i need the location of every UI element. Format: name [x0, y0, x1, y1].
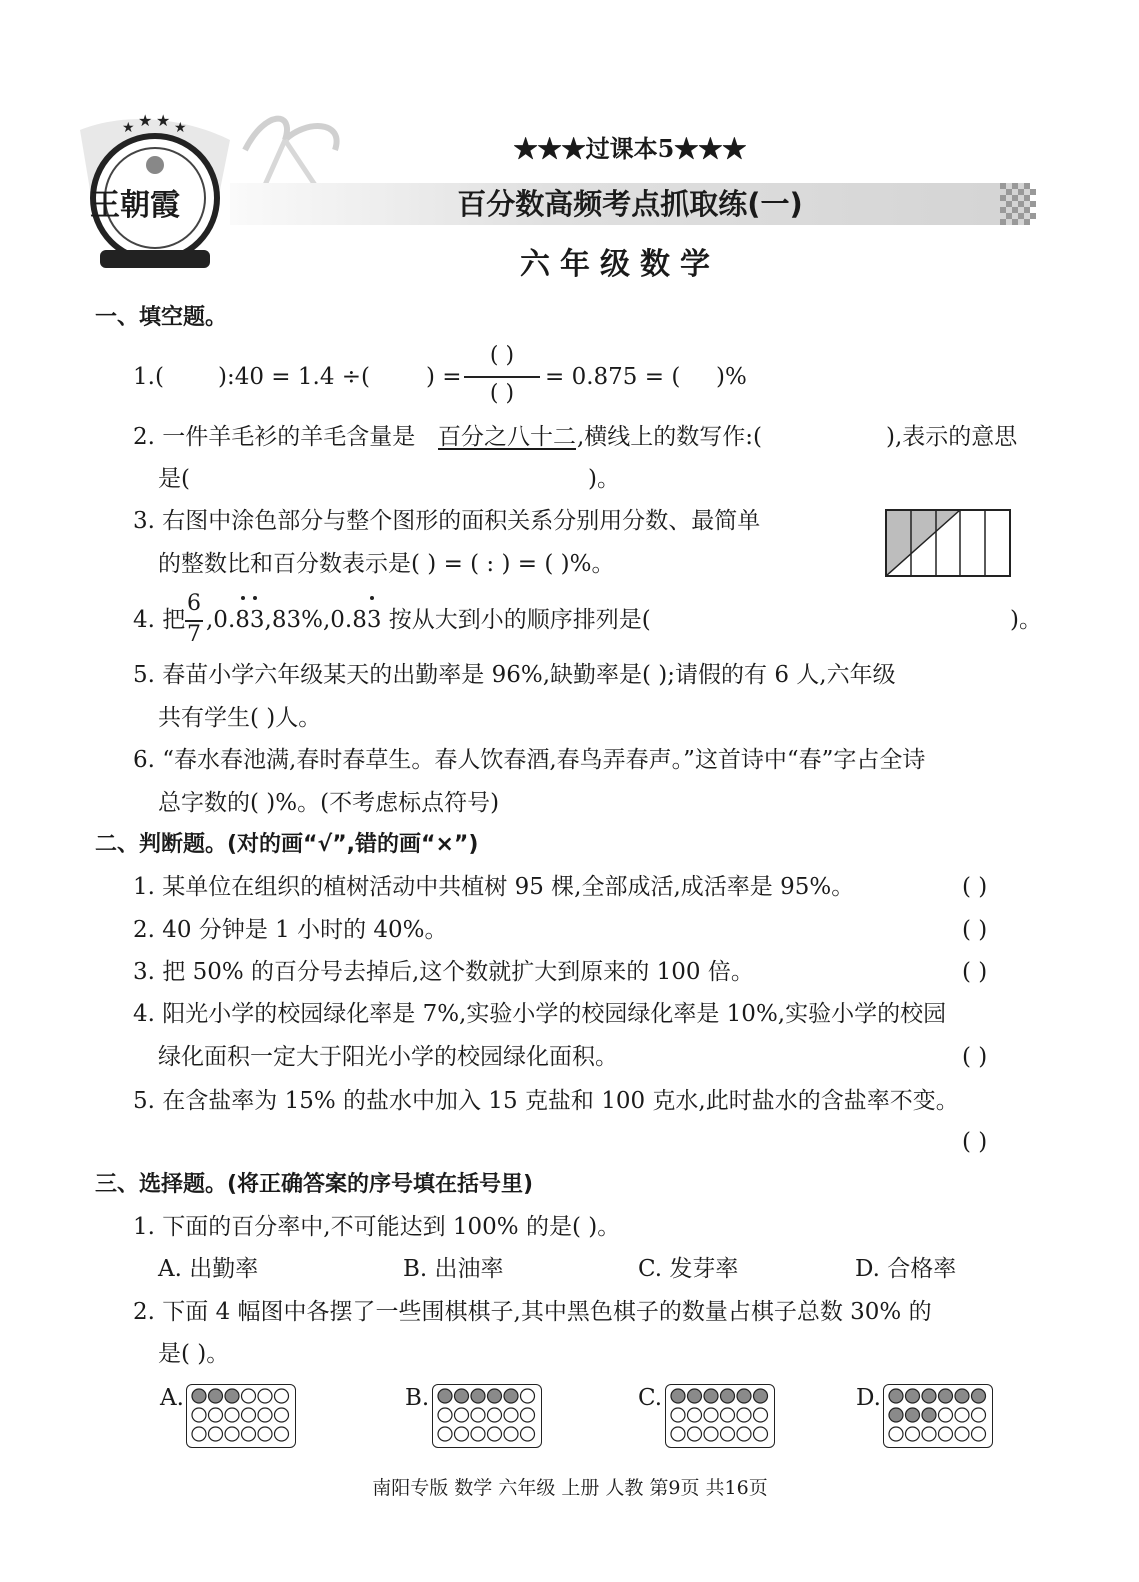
s2-item-4: 4. 阳光小学的校园绿化率是 7%,实验小学的校园绿化率是 10%,实验小学的校园: [133, 1001, 947, 1027]
black-stone: [455, 1389, 469, 1403]
white-stone: [939, 1408, 953, 1422]
svg-text:★: ★: [138, 111, 153, 130]
white-stone: [737, 1427, 751, 1441]
white-stone: [242, 1389, 256, 1403]
black-stone: [889, 1389, 903, 1403]
q4-part-b: ,0.83,83%,0.83 按从大到小的顺序排列是(: [206, 607, 651, 633]
q2-line2-b: )。: [588, 466, 620, 492]
s2-item-3: 3. 把 50% 的百分号去掉后,这个数就扩大到原来的 100 倍。: [133, 959, 754, 985]
white-stone: [225, 1427, 239, 1441]
s3-q2-label-a: A.: [160, 1385, 184, 1411]
s2-answer-paren: ( ): [962, 874, 988, 900]
svg-text:★: ★: [174, 120, 187, 136]
q2-line1-b: ,横线上的数写作:(: [577, 424, 763, 450]
white-stone: [455, 1427, 469, 1441]
white-stone: [258, 1427, 272, 1441]
q5-line1: 5. 春苗小学六年级某天的出勤率是 96%,缺勤率是( );请假的有 6 人,六年级: [133, 662, 896, 688]
white-stone: [438, 1408, 452, 1422]
black-stone: [488, 1389, 502, 1403]
black-stone: [906, 1408, 920, 1422]
white-stone: [488, 1408, 502, 1422]
white-stone: [704, 1408, 718, 1422]
go-stones: [433, 1385, 541, 1447]
white-stone: [521, 1427, 535, 1441]
s3-q2-label-c: C.: [638, 1385, 663, 1411]
white-stone: [242, 1408, 256, 1422]
section2-heading: 二、判断题。(对的画“√”,错的画“×”): [95, 832, 479, 857]
worksheet-subtitle: 六年级数学: [520, 247, 720, 282]
black-stone: [471, 1389, 485, 1403]
white-stone: [192, 1427, 206, 1441]
white-stone: [737, 1408, 751, 1422]
white-stone: [955, 1427, 969, 1441]
s3-q2-label-b: B.: [405, 1385, 430, 1411]
s3-q2-line1: 2. 下面 4 幅图中各摆了一些围棋棋子,其中黑色棋子的数量占棋子总数 30% 的: [133, 1299, 932, 1325]
repeating-dot: [370, 596, 374, 600]
worksheet-title: 百分数高频考点抓取练(一): [457, 187, 803, 221]
s3-q2-label-d: D.: [856, 1385, 881, 1411]
q1-part1: ):40 = 1.4 ÷(: [218, 364, 371, 390]
go-stones: [884, 1385, 992, 1447]
s3-q1-option-c: C. 发芽率: [638, 1256, 739, 1282]
black-stone: [922, 1408, 936, 1422]
black-stone: [889, 1408, 903, 1422]
white-stone: [455, 1408, 469, 1422]
black-stone: [754, 1389, 768, 1403]
white-stone: [939, 1427, 953, 1441]
white-stone: [258, 1408, 272, 1422]
series-title: ★★★过课本5★★★: [513, 134, 747, 163]
black-stone: [671, 1389, 685, 1403]
black-stone: [939, 1389, 953, 1403]
black-stone: [922, 1389, 936, 1403]
repeating-dot: [241, 596, 245, 600]
section1-heading: 一、填空题。: [95, 305, 228, 330]
white-stone: [488, 1427, 502, 1441]
s2-answer-paren: ( ): [962, 1044, 988, 1070]
q2-line2-a: 是(: [158, 466, 190, 492]
q4-part-a: 4. 把: [133, 607, 186, 633]
q1-fraction-den: ( ): [489, 381, 515, 406]
s2-answer-paren: ( ): [962, 917, 988, 943]
white-stone: [721, 1408, 735, 1422]
q1-part4: )%: [716, 364, 747, 390]
white-stone: [521, 1408, 535, 1422]
white-stone: [704, 1427, 718, 1441]
go-board-c: [665, 1384, 775, 1448]
white-stone: [721, 1427, 735, 1441]
white-stone: [225, 1408, 239, 1422]
checker-pattern: [1000, 183, 1036, 225]
q3-shaded-figure: [884, 508, 1014, 578]
white-stone: [889, 1427, 903, 1441]
white-stone: [209, 1408, 223, 1422]
black-stone: [955, 1389, 969, 1403]
white-stone: [754, 1408, 768, 1422]
ribbon-decoration: [225, 110, 365, 190]
white-stone: [671, 1427, 685, 1441]
s3-q1-option-b: B. 出油率: [403, 1256, 504, 1282]
s3-q1-option-a: A. 出勤率: [158, 1256, 259, 1282]
go-board-d: [883, 1384, 993, 1448]
go-board-b: [432, 1384, 542, 1448]
s3-q2-line2: 是( )。: [158, 1341, 230, 1367]
white-stone: [209, 1427, 223, 1441]
s2-item-4-cont: 绿化面积一定大于阳光小学的校园绿化面积。: [158, 1044, 618, 1070]
q6-line2: 总字数的( )%。(不考虑标点符号): [158, 790, 500, 816]
svg-text:★: ★: [156, 111, 171, 130]
q4-part-c: )。: [1010, 607, 1042, 633]
q5-line2: 共有学生( )人。: [158, 705, 322, 731]
black-stone: [721, 1389, 735, 1403]
s2-answer-paren: ( ): [962, 959, 988, 985]
go-board-a: [186, 1384, 296, 1448]
white-stone: [275, 1389, 289, 1403]
white-stone: [504, 1408, 518, 1422]
q1-part3: = 0.875 = (: [545, 364, 681, 390]
white-stone: [688, 1408, 702, 1422]
q6-line1: 6. “春水春池满,春时春草生。春人饮春酒,春鸟弄春声。”这首诗中“春”字占全诗: [133, 747, 926, 773]
black-stone: [438, 1389, 452, 1403]
white-stone: [258, 1389, 272, 1403]
s2-item-5: 5. 在含盐率为 15% 的盐水中加入 15 克盐和 100 克水,此时盐水的含盐率不变。: [133, 1088, 959, 1114]
q1-fraction-bar: [464, 376, 540, 378]
s2-item-2: 2. 40 分钟是 1 小时的 40%。: [133, 917, 448, 943]
white-stone: [754, 1427, 768, 1441]
q1-num: 1.(: [133, 364, 164, 390]
s3-q1-option-d: D. 合格率: [855, 1256, 957, 1282]
black-stone: [972, 1389, 986, 1403]
white-stone: [671, 1408, 685, 1422]
black-stone: [688, 1389, 702, 1403]
white-stone: [906, 1427, 920, 1441]
white-stone: [242, 1427, 256, 1441]
svg-text:★: ★: [122, 120, 135, 136]
repeating-dot: [253, 596, 257, 600]
white-stone: [504, 1427, 518, 1441]
q1-part2: ) =: [426, 364, 462, 390]
black-stone: [225, 1389, 239, 1403]
q2-line1-a: 2. 一件羊毛衫的羊毛含量是: [133, 424, 416, 450]
logo-text: 王朝霞: [90, 188, 180, 223]
section3-heading: 三、选择题。(将正确答案的序号填在括号里): [95, 1172, 534, 1197]
q2-line1-c: ),表示的意思: [886, 424, 1018, 450]
white-stone: [471, 1427, 485, 1441]
white-stone: [972, 1408, 986, 1422]
go-stones: [666, 1385, 774, 1447]
white-stone: [192, 1408, 206, 1422]
white-stone: [438, 1427, 452, 1441]
s3-q1-stem: 1. 下面的百分率中,不可能达到 100% 的是( )。: [133, 1214, 621, 1240]
s2-answer-paren: ( ): [962, 1129, 988, 1155]
black-stone: [192, 1389, 206, 1403]
q1-fraction-num: ( ): [489, 343, 515, 368]
white-stone: [688, 1427, 702, 1441]
white-stone: [521, 1389, 535, 1403]
white-stone: [922, 1427, 936, 1441]
black-stone: [209, 1389, 223, 1403]
white-stone: [972, 1427, 986, 1441]
go-stones: [187, 1385, 295, 1447]
black-stone: [737, 1389, 751, 1403]
s2-item-1: 1. 某单位在组织的植树活动中共植树 95 棵,全部成活,成活率是 95%。: [133, 874, 855, 900]
white-stone: [471, 1408, 485, 1422]
white-stone: [275, 1408, 289, 1422]
black-stone: [906, 1389, 920, 1403]
white-stone: [955, 1408, 969, 1422]
q2-underlined: 百分之八十二: [438, 424, 576, 450]
page-footer: 南阳专版 数学 六年级 上册 人教 第9页 共16页: [372, 1477, 768, 1499]
q4-frac-den: 7: [187, 622, 201, 647]
q4-frac-num: 6: [187, 591, 201, 616]
q3-line2: 的整数比和百分数表示是( ) = ( : ) = ( )%。: [158, 551, 615, 577]
white-stone: [275, 1427, 289, 1441]
black-stone: [504, 1389, 518, 1403]
black-stone: [704, 1389, 718, 1403]
q3-line1: 3. 右图中涂色部分与整个图形的面积关系分别用分数、最简单: [133, 508, 761, 534]
